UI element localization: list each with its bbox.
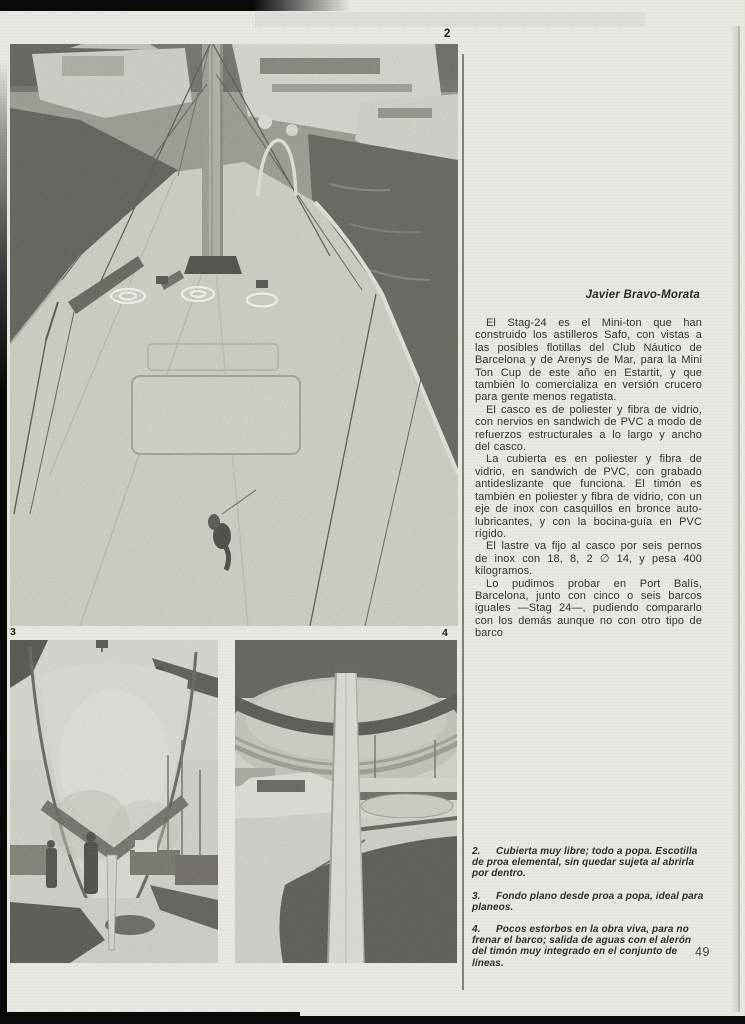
article-paragraph: El Stag-24 es el Mini-ton que han construido los astilleros Safo, con vistas a las posibles flotillas del Club Náutico de Barcelona y de Arenys de Mar, para la Mini Ton Cup de este año en Estartit, y que también lo comercializa en versión crucero para gente menos regatista. bbox=[475, 317, 702, 404]
scan-edge-bottom-left bbox=[0, 1012, 300, 1024]
article-column bbox=[475, 289, 702, 640]
caption-4-number: 4. bbox=[472, 924, 481, 936]
page-number: 49 bbox=[695, 945, 710, 959]
article-paragraph: Lo pudimos probar en Port Balís, Barcelona, junto con cinco o seis barcos iguales —Stag 24—, pudiendo compararlo con los demás aunque no con otro tipo de barco bbox=[475, 577, 702, 640]
article-paragraph: El lastre va fijo al casco por seis pernos de inox con 18, 8, 2 ∅ 14, y pesa 400 kilogramos. bbox=[475, 540, 702, 578]
scan-shadow-right bbox=[731, 26, 738, 1012]
caption-4-text: Pocos estorbos en la obra viva, para no frenar el barco; salida de aguas con el alerón del timón muy integrado en el conjunto de líneas. bbox=[472, 924, 692, 969]
caption-3-number: 3. bbox=[472, 890, 481, 902]
article-paragraph: La cubierta es en poliester y fibra de vidrio, en sandwich de PVC, con grabado antideslizante que funciona. El timón es también en poliester y fibra de vidrio, con un eje de inox con casquillos en bronce auto-lubricantes, y con la bocina-guía en PVC rígido. bbox=[475, 453, 702, 540]
photo-number-4: 4 bbox=[442, 627, 448, 639]
photo-deck-view bbox=[10, 44, 458, 626]
article-paragraph: El casco es de poliester y fibra de vidrio, con nervios en sandwich de PVC a modo de refuerzos estructurales a lo largo y ancho del casco. bbox=[475, 403, 702, 454]
caption-3-text: Fondo plano desde proa a popa, ideal para planeos. bbox=[472, 890, 704, 913]
photo-hull-slings bbox=[10, 640, 218, 963]
scan-edge-left bbox=[0, 60, 7, 1024]
article-author: Javier Bravo-Morata bbox=[585, 289, 700, 301]
photo-captions bbox=[472, 846, 705, 980]
caption-2-number: 2. bbox=[472, 846, 481, 857]
column-divider-rule bbox=[462, 54, 464, 990]
photo-number-3: 3 bbox=[10, 626, 16, 638]
caption-2-text: Cubierta muy libre; todo a popa. Escotilla de proa elemental, sin quedar sujeta al abrirla por dentro. bbox=[472, 846, 698, 880]
scan-line-right bbox=[738, 26, 740, 1012]
caption-2 bbox=[472, 846, 705, 880]
photo-rudder-underbody bbox=[235, 640, 457, 963]
photo-number-2: 2 bbox=[444, 28, 451, 40]
scan-edge-top bbox=[0, 0, 350, 11]
caption-4 bbox=[472, 924, 705, 969]
caption-3 bbox=[472, 891, 705, 913]
scan-smudge-top bbox=[255, 12, 645, 27]
